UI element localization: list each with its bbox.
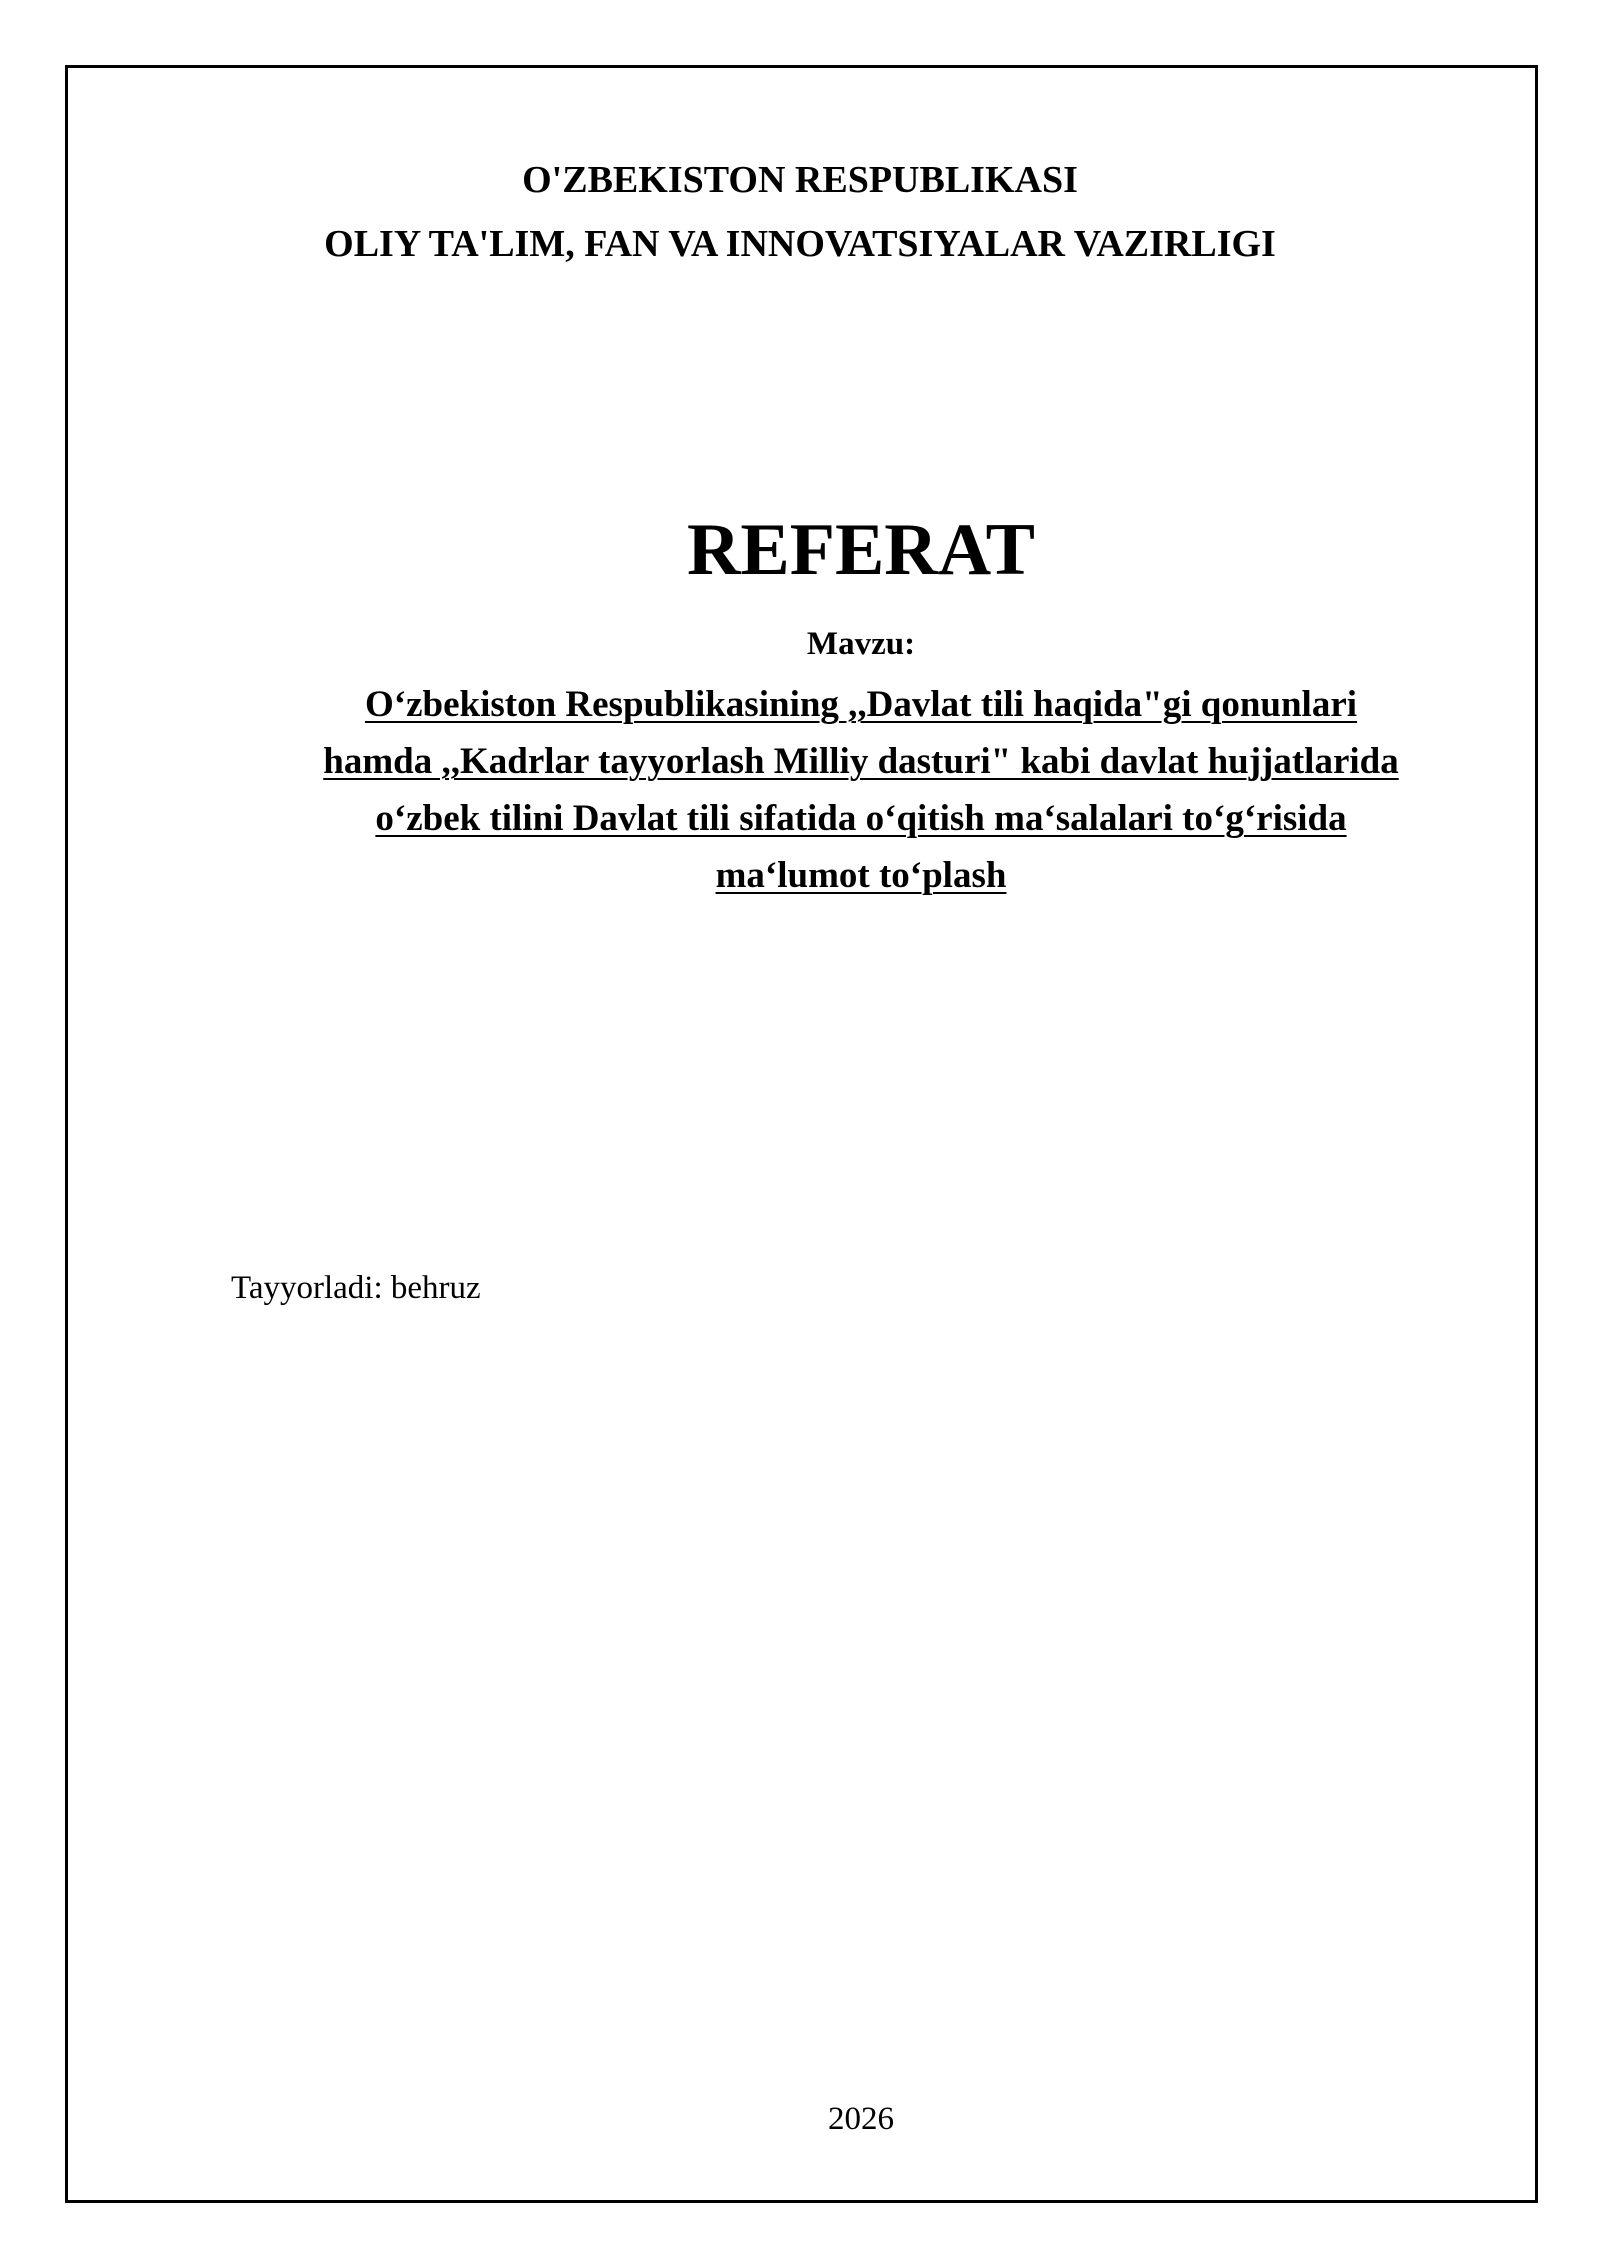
topic-line: hamda ,,Kadrlar tayyorlash Milliy dasturi" kabi davlat hujjatlarida [323, 741, 1399, 782]
ministry-header-country: O'ZBEKISTON RESPUBLIKASI [522, 159, 1078, 201]
topic-line: ma‘lumot to‘plash [715, 855, 1007, 896]
topic-text [230, 676, 1492, 904]
topic-label: Mavzu: [806, 626, 916, 662]
page-border [65, 65, 1538, 2203]
topic-line: O‘zbekiston Respublikasining ,,Davlat tili haqida"gi qonunlari [364, 684, 1358, 725]
ministry-header-name: OLIY TA'LIM, FAN VA INNOVATSIYALAR VAZIRLIGI [324, 223, 1276, 265]
year: 2026 [828, 2101, 894, 2137]
document-title: REFERAT [686, 509, 1036, 591]
author-line: Tayyorladi: behruz [231, 1270, 481, 1306]
topic-line: o‘zbek tilini Davlat tili sifatida o‘qitish ma‘salalari to‘g‘risida [375, 798, 1347, 839]
